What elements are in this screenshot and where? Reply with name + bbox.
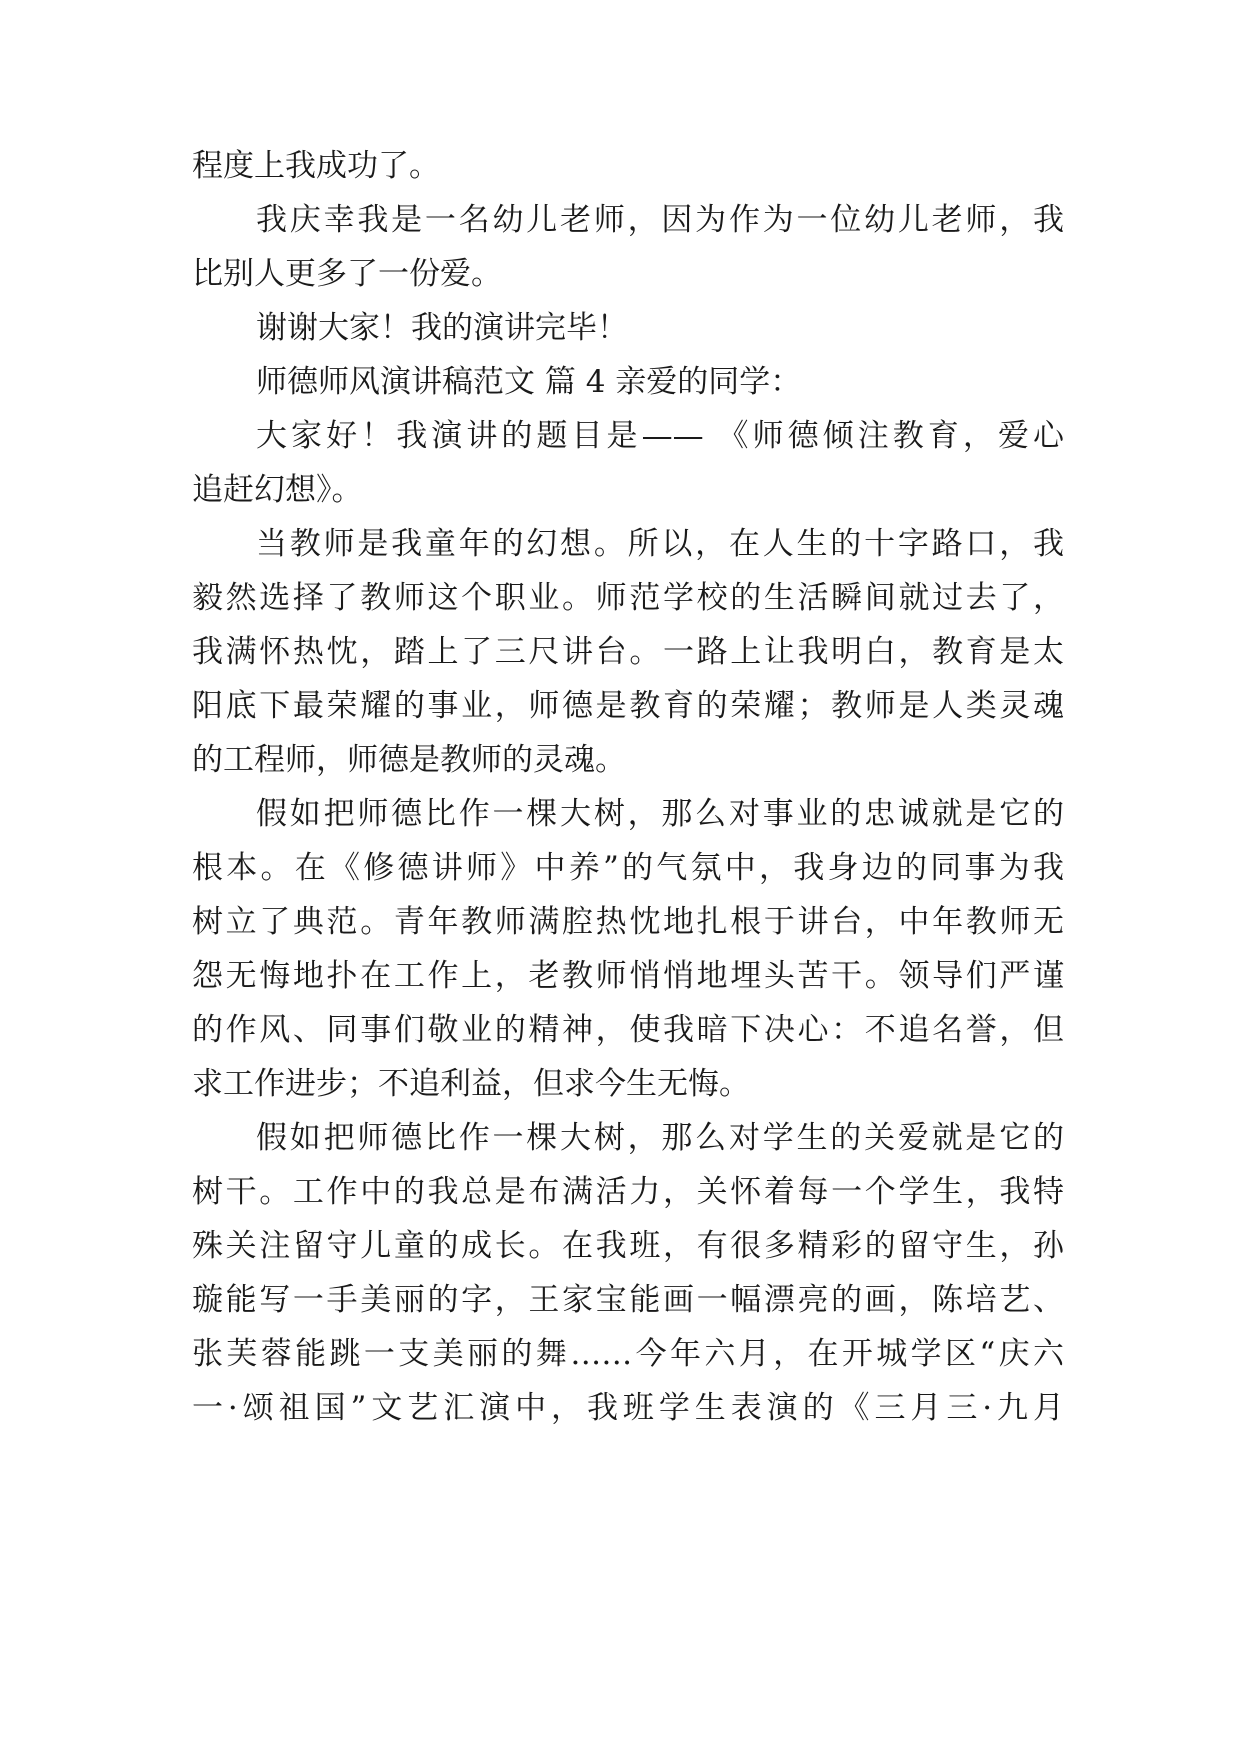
- text-line: 大家好！我演讲的题目是—— 《师德倾注教育，爱心: [256, 418, 1064, 454]
- text-line: 的作风、同事们敬业的精神，使我暗下决心：不追名誉，但: [192, 1012, 1064, 1048]
- text-line: 当教师是我童年的幻想。所以，在人生的十字路口，我: [256, 526, 1064, 562]
- text-line: 树干。工作中的我总是布满活力，关怀着每一个学生，我特: [192, 1174, 1064, 1210]
- text-line: 怨无悔地扑在工作上，老教师悄悄地埋头苦干。领导们严谨: [192, 958, 1064, 994]
- text-line: 谢谢大家！我的演讲完毕！: [256, 310, 628, 346]
- text-line: 师德师风演讲稿范文 篇 4 亲爱的同学：: [256, 364, 802, 400]
- text-line: 张芙蓉能跳一支美丽的舞……今年六月，在开城学区“庆六: [192, 1336, 1064, 1372]
- text-line: 殊关注留守儿童的成长。在我班，有很多精彩的留守生，孙: [192, 1228, 1064, 1264]
- text-line: 假如把师德比作一棵大树，那么对事业的忠诚就是它的: [256, 796, 1064, 832]
- text-line: 程度上我成功了。: [192, 148, 440, 184]
- text-line: 树立了典范。青年教师满腔热忱地扎根于讲台，中年教师无: [192, 904, 1064, 940]
- text-line: 璇能写一手美丽的字，王家宝能画一幅漂亮的画，陈培艺、: [192, 1282, 1064, 1318]
- text-line: 阳底下最荣耀的事业，师德是教育的荣耀；教师是人类灵魂: [192, 688, 1064, 724]
- text-line: 我庆幸我是一名幼儿老师，因为作为一位幼儿老师，我: [256, 202, 1064, 238]
- text-line: 毅然选择了教师这个职业。师范学校的生活瞬间就过去了，: [192, 580, 1064, 616]
- text-line: 一·颂祖国”文艺汇演中，我班学生表演的《三月三·九月: [192, 1390, 1064, 1426]
- text-line: 我满怀热忱，踏上了三尺讲台。一路上让我明白，教育是太: [192, 634, 1064, 670]
- text-line: 求工作进步；不追利益，但求今生无悔。: [192, 1066, 750, 1102]
- text-line: 假如把师德比作一棵大树，那么对学生的关爱就是它的: [256, 1120, 1064, 1156]
- text-line: 追赶幻想》。: [192, 472, 363, 508]
- text-line: 比别人更多了一份爱。: [192, 256, 502, 292]
- text-line: 的工程师，师德是教师的灵魂。: [192, 742, 626, 778]
- text-line: 根本。在《修德讲师》中养”的气氛中，我身边的同事为我: [192, 850, 1064, 886]
